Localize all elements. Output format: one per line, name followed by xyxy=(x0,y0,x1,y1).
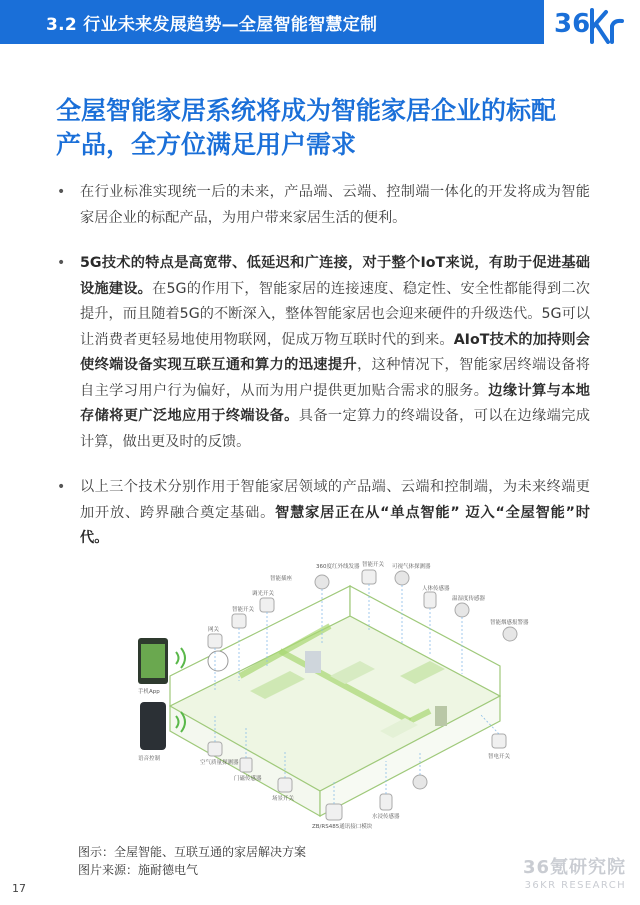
wifi-icon xyxy=(176,648,185,668)
bullet-bold-text: 5G技术的特点是高宽带、低延迟和广连接，对于整个IoT来说，有助于促进基础设施建设。 xyxy=(80,255,590,297)
label-valve: 智电开关 xyxy=(488,754,511,760)
caption-source: 图片来源：施耐德电气 xyxy=(78,863,199,877)
headline-line-2: 产品，全方位满足用户需求 xyxy=(56,130,357,159)
bullet-text: 在5G的作用下，智能家居的连接速度、稳定性、安全性都能得到二次提升，而且随着5G的不断深入，整体智能家居也会迎来硬件的升级迭代。5G可以让消费者更轻易地使用物联网，促成万物互联时代的到来。 xyxy=(80,280,590,348)
bullet-text: ，这种情况下，智能家居终端设备将自主学习用户行为偏好，从而为用户提供更加贴合需求的服务。 xyxy=(80,357,590,399)
appliance xyxy=(305,651,321,673)
watermark-cn: 36氪研究院 xyxy=(522,857,626,878)
label-curtain: 智能开关 xyxy=(362,562,385,568)
watermark-en: 36KR RESEARCH xyxy=(524,880,626,891)
label-gateway: 网关 xyxy=(208,627,220,633)
label-app: 手机App xyxy=(138,689,160,695)
watermark xyxy=(523,853,626,891)
page-number: 17 xyxy=(12,882,26,895)
bullet-list xyxy=(54,180,590,572)
label-scene: 场景开关 xyxy=(272,796,295,802)
section-title: 3.2 行业未来发展趋势—全屋智能智慧定制 xyxy=(46,15,378,35)
label-human: 人体传感器 xyxy=(422,586,450,592)
phone-screen xyxy=(141,644,165,678)
label-door: 门磁传感器 xyxy=(234,776,262,782)
cabinet xyxy=(435,706,447,726)
label-smoke: 智能烟感报警器 xyxy=(490,620,529,626)
bullet-bold-text: 智慧家居正在从“单点智能” 迈入“全屋智能”时代。 xyxy=(80,504,590,546)
caption-line-1: 图示：全屋智能、互联互通的家居解决方案 xyxy=(78,845,307,859)
bullet-item-2 xyxy=(54,251,590,455)
bullet-bold-text: 边缘计算与本地存储将更广泛地应用于终端设备。 xyxy=(80,382,590,424)
bullet-text: 以上三个技术分别作用于智能家居领域的产品端、云端和控制端，为未来终端更加开放、跨界融合奠定基础。 xyxy=(80,479,590,521)
smart-home-illustration xyxy=(100,556,530,836)
36kr-logo-icon xyxy=(552,2,636,44)
header-bar xyxy=(0,0,640,44)
bullet-marker: • xyxy=(57,479,66,495)
figure-caption xyxy=(78,843,306,879)
label-visual: 可视气体探测器 xyxy=(392,564,431,570)
label-dimmer: 调光开关 xyxy=(252,591,275,597)
label-ir-remote: 360度红外线发器 xyxy=(316,564,360,570)
bullet-text: 在行业标准实现统一后的未来，产品端、云端、控制端一体化的开发将成为智能家居企业的标配产品，为用户带来家居生活的便利。 xyxy=(80,184,590,226)
smart-home-figure xyxy=(100,556,530,836)
svg-text:36: 36 xyxy=(554,9,591,39)
bullet-marker: • xyxy=(57,184,66,200)
label-smart-lock: 智能插座 xyxy=(270,576,293,582)
bullet-item-1 xyxy=(54,180,590,231)
bullet-item-3 xyxy=(54,475,590,552)
label-air: 空气质量探测器 xyxy=(200,760,239,766)
label-zigbee: ZB/RS485通讯接口模块 xyxy=(312,824,373,830)
label-temp: 温湿度传感器 xyxy=(452,596,486,602)
bullet-marker: • xyxy=(57,255,66,271)
brand-logo xyxy=(544,0,640,44)
headline-line-1: 全屋智能家居系统将成为智能家居企业的标配 xyxy=(56,96,557,125)
voice-speaker-icon xyxy=(140,702,166,750)
bullet-text: 具备一定算力的终端设备，可以在边缘端完成计算，做出更及时的反馈。 xyxy=(80,408,590,450)
page-headline xyxy=(56,94,596,162)
label-smart-switch: 智能开关 xyxy=(232,607,255,613)
label-water: 水浸传感器 xyxy=(372,814,400,820)
label-voice: 语音控制 xyxy=(138,756,161,762)
bullet-bold-text: AIoT技术的加持则会使终端设备实现互联互通和算力的迅速提升 xyxy=(80,331,590,373)
